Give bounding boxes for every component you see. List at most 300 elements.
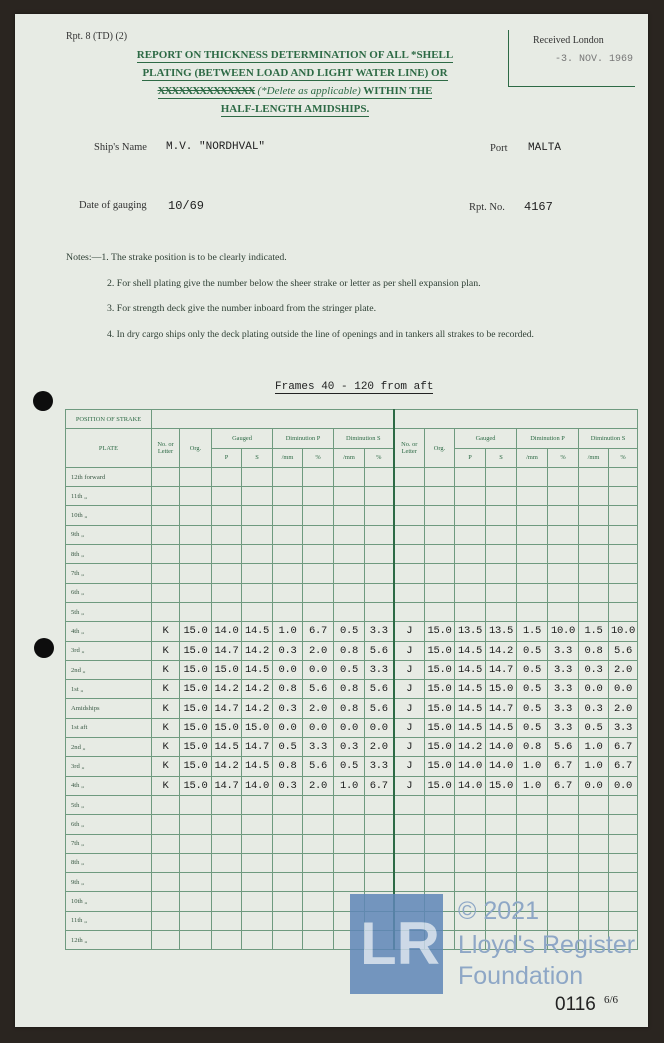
table-cell: 6.7 bbox=[303, 622, 334, 641]
table-cell bbox=[517, 815, 548, 834]
table-cell bbox=[273, 795, 303, 814]
table-cell: 15.0 bbox=[425, 699, 455, 718]
table-cell bbox=[180, 931, 212, 950]
table-cell bbox=[365, 525, 394, 544]
table-cell bbox=[548, 873, 579, 892]
table-cell bbox=[242, 583, 273, 602]
plate-label: 5th „ bbox=[66, 602, 152, 621]
table-cell: 14.5 bbox=[455, 699, 486, 718]
table-cell: 3.3 bbox=[548, 699, 579, 718]
plate-label: 9th „ bbox=[66, 525, 152, 544]
table-cell bbox=[212, 545, 242, 564]
table-cell: 15.0 bbox=[180, 680, 212, 699]
table-cell bbox=[365, 583, 394, 602]
table-cell: 0.8 bbox=[334, 699, 365, 718]
table-cell: 0.5 bbox=[334, 757, 365, 776]
table-cell: 3.3 bbox=[548, 660, 579, 679]
table-cell: 14.7 bbox=[212, 699, 242, 718]
table-cell: 10.0 bbox=[609, 622, 638, 641]
table-cell bbox=[334, 815, 365, 834]
table-cell: 1.5 bbox=[579, 622, 609, 641]
table-cell: 15.0 bbox=[180, 641, 212, 660]
table-cell: 15.0 bbox=[212, 718, 242, 737]
table-cell bbox=[152, 506, 180, 525]
s-header: S bbox=[242, 448, 273, 467]
table-cell bbox=[212, 602, 242, 621]
org-header-right: Org. bbox=[425, 429, 455, 468]
table-cell bbox=[152, 815, 180, 834]
table-cell: 14.2 bbox=[486, 641, 517, 660]
table-cell bbox=[273, 564, 303, 583]
table-cell: 0.5 bbox=[517, 641, 548, 660]
table-cell bbox=[517, 834, 548, 853]
table-cell bbox=[425, 815, 455, 834]
table-cell: 6.7 bbox=[609, 757, 638, 776]
table-cell bbox=[455, 487, 486, 506]
table-cell bbox=[365, 795, 394, 814]
table-cell bbox=[609, 545, 638, 564]
table-cell: 14.0 bbox=[455, 757, 486, 776]
plate-label: 7th „ bbox=[66, 564, 152, 583]
table-cell: K bbox=[152, 738, 180, 757]
table-cell: 0.5 bbox=[579, 718, 609, 737]
plate-label: 9th „ bbox=[66, 873, 152, 892]
table-cell bbox=[548, 564, 579, 583]
table-row bbox=[66, 834, 638, 853]
table-cell bbox=[273, 931, 303, 950]
table-cell bbox=[517, 487, 548, 506]
page-fraction: 6/6 bbox=[604, 994, 619, 1006]
table-cell: 0.8 bbox=[334, 680, 365, 699]
table-cell bbox=[579, 545, 609, 564]
table-cell bbox=[455, 602, 486, 621]
table-row bbox=[66, 738, 638, 757]
table-cell bbox=[365, 602, 394, 621]
table-cell bbox=[242, 911, 273, 930]
table-row bbox=[66, 564, 638, 583]
table-cell: 3.3 bbox=[365, 660, 394, 679]
table-cell bbox=[425, 853, 455, 872]
table-cell bbox=[180, 487, 212, 506]
table-cell bbox=[394, 602, 425, 621]
plate-label: 5th „ bbox=[66, 795, 152, 814]
note-1: Notes:—1. The strake position is to be clearly indicated. bbox=[66, 252, 287, 263]
table-cell: 1.0 bbox=[579, 757, 609, 776]
table-cell bbox=[579, 564, 609, 583]
table-cell bbox=[303, 506, 334, 525]
table-cell: K bbox=[152, 660, 180, 679]
table-cell: 15.0 bbox=[425, 757, 455, 776]
table-cell bbox=[394, 467, 425, 486]
table-cell bbox=[394, 525, 425, 544]
table-row bbox=[66, 660, 638, 679]
mm-header: /mm bbox=[517, 448, 548, 467]
table-cell bbox=[425, 583, 455, 602]
table-cell: 0.5 bbox=[334, 660, 365, 679]
table-cell: 14.2 bbox=[242, 641, 273, 660]
table-cell bbox=[365, 506, 394, 525]
table-cell: 15.0 bbox=[425, 738, 455, 757]
table-row bbox=[66, 506, 638, 525]
table-row bbox=[66, 680, 638, 699]
pct-header: % bbox=[303, 448, 334, 467]
table-cell bbox=[425, 834, 455, 853]
archive-ref: 0116 bbox=[555, 994, 596, 1015]
table-cell: K bbox=[152, 757, 180, 776]
s-header: S bbox=[486, 448, 517, 467]
table-cell: 0.0 bbox=[273, 660, 303, 679]
table-cell bbox=[303, 545, 334, 564]
table-row bbox=[66, 757, 638, 776]
report-number-label: Rpt. No. bbox=[469, 202, 505, 213]
table-cell: 0.0 bbox=[303, 660, 334, 679]
table-cell bbox=[303, 834, 334, 853]
table-cell: 15.0 bbox=[425, 680, 455, 699]
table-cell: 0.0 bbox=[303, 718, 334, 737]
table-cell bbox=[609, 583, 638, 602]
table-cell bbox=[180, 525, 212, 544]
pct-header: % bbox=[548, 448, 579, 467]
table-cell bbox=[548, 815, 579, 834]
table-cell bbox=[152, 487, 180, 506]
table-cell bbox=[548, 583, 579, 602]
table-cell bbox=[180, 853, 212, 872]
table-cell: 0.0 bbox=[609, 680, 638, 699]
org-header-left: Org. bbox=[180, 429, 212, 468]
table-row bbox=[66, 873, 638, 892]
plate-label: 8th „ bbox=[66, 545, 152, 564]
table-cell bbox=[212, 583, 242, 602]
port-value: MALTA bbox=[528, 142, 562, 154]
table-cell bbox=[152, 873, 180, 892]
note-3: 3. For strength deck give the number inboard from the stringer plate. bbox=[107, 303, 377, 314]
plate-label: 4th „ bbox=[66, 622, 152, 641]
table-cell: 3.3 bbox=[365, 622, 394, 641]
gauged-header-left: Gauged bbox=[212, 429, 273, 448]
table-cell: J bbox=[394, 660, 425, 679]
position-of-strake-header: POSITION OF STRAKE bbox=[66, 410, 152, 429]
received-stamp: -3. NOV. 1969 bbox=[555, 54, 634, 65]
table-cell: 3.3 bbox=[548, 718, 579, 737]
report-number-value: 4167 bbox=[524, 200, 553, 214]
table-cell bbox=[609, 873, 638, 892]
table-cell: 5.6 bbox=[365, 699, 394, 718]
table-cell: 0.5 bbox=[334, 622, 365, 641]
table-cell bbox=[455, 795, 486, 814]
table-cell: 0.0 bbox=[365, 718, 394, 737]
table-cell bbox=[425, 602, 455, 621]
table-cell bbox=[425, 564, 455, 583]
table-row bbox=[66, 583, 638, 602]
table-cell bbox=[303, 892, 334, 911]
pct-header: % bbox=[609, 448, 638, 467]
table-cell bbox=[212, 911, 242, 930]
table-cell: 15.0 bbox=[180, 622, 212, 641]
table-cell: J bbox=[394, 641, 425, 660]
table-cell: 1.0 bbox=[579, 738, 609, 757]
table-cell bbox=[455, 853, 486, 872]
table-cell bbox=[152, 892, 180, 911]
table-cell bbox=[517, 545, 548, 564]
table-cell: 1.0 bbox=[517, 757, 548, 776]
table-cell bbox=[334, 834, 365, 853]
table-cell bbox=[548, 545, 579, 564]
table-cell: 0.0 bbox=[273, 718, 303, 737]
document-page bbox=[15, 14, 648, 1027]
table-cell bbox=[486, 873, 517, 892]
plate-label: 11th „ bbox=[66, 911, 152, 930]
table-cell: 0.3 bbox=[579, 660, 609, 679]
title-delete-note: (*Delete as applicable) bbox=[257, 85, 361, 97]
dim-s-header-right: Diminution S bbox=[579, 429, 638, 448]
table-cell: 14.0 bbox=[486, 757, 517, 776]
table-cell bbox=[609, 815, 638, 834]
table-body bbox=[66, 467, 638, 949]
table-cell bbox=[242, 602, 273, 621]
table-cell bbox=[303, 873, 334, 892]
table-cell: 13.5 bbox=[455, 622, 486, 641]
table-cell: 14.5 bbox=[242, 622, 273, 641]
table-cell: 14.7 bbox=[242, 738, 273, 757]
table-cell bbox=[242, 795, 273, 814]
table-cell bbox=[579, 487, 609, 506]
table-cell bbox=[273, 892, 303, 911]
table-cell bbox=[242, 545, 273, 564]
plate-label: 1st „ bbox=[66, 680, 152, 699]
table-cell: 14.5 bbox=[242, 757, 273, 776]
table-cell bbox=[455, 873, 486, 892]
table-cell bbox=[180, 892, 212, 911]
table-cell bbox=[394, 564, 425, 583]
table-cell bbox=[242, 815, 273, 834]
table-cell: 5.6 bbox=[609, 641, 638, 660]
table-cell bbox=[517, 467, 548, 486]
mm-header: /mm bbox=[579, 448, 609, 467]
table-cell bbox=[609, 564, 638, 583]
table-cell bbox=[486, 525, 517, 544]
table-cell bbox=[152, 834, 180, 853]
table-cell bbox=[365, 834, 394, 853]
table-cell bbox=[242, 525, 273, 544]
table-cell: 0.8 bbox=[517, 738, 548, 757]
watermark-line-1: Lloyd's Register bbox=[458, 931, 636, 959]
table-cell bbox=[212, 892, 242, 911]
lr-logo-text: LR bbox=[360, 910, 440, 977]
table-cell bbox=[212, 525, 242, 544]
table-cell bbox=[394, 506, 425, 525]
table-cell: 15.0 bbox=[425, 622, 455, 641]
ship-name-label: Ship's Name bbox=[94, 142, 147, 153]
table-cell: 5.6 bbox=[548, 738, 579, 757]
p-header: P bbox=[455, 448, 486, 467]
plate-label: 11th „ bbox=[66, 487, 152, 506]
table-cell: 14.2 bbox=[455, 738, 486, 757]
table-row bbox=[66, 718, 638, 737]
table-cell: 0.3 bbox=[273, 776, 303, 795]
table-cell: 0.3 bbox=[273, 641, 303, 660]
table-cell bbox=[609, 853, 638, 872]
table-cell: 14.5 bbox=[455, 718, 486, 737]
table-cell bbox=[517, 602, 548, 621]
table-cell: 1.5 bbox=[517, 622, 548, 641]
table-cell bbox=[486, 545, 517, 564]
table-cell: 1.0 bbox=[517, 776, 548, 795]
table-cell bbox=[486, 834, 517, 853]
table-cell bbox=[425, 487, 455, 506]
table-cell: K bbox=[152, 622, 180, 641]
table-cell: 0.3 bbox=[334, 738, 365, 757]
table-cell bbox=[212, 931, 242, 950]
table-cell bbox=[394, 583, 425, 602]
table-cell: 15.0 bbox=[486, 776, 517, 795]
table-cell bbox=[548, 467, 579, 486]
table-cell: 14.2 bbox=[212, 680, 242, 699]
table-cell bbox=[334, 583, 365, 602]
table-cell bbox=[273, 853, 303, 872]
table-cell: K bbox=[152, 641, 180, 660]
plate-label: 12th „ bbox=[66, 931, 152, 950]
table-cell: J bbox=[394, 680, 425, 699]
table-cell bbox=[242, 931, 273, 950]
table-cell bbox=[365, 815, 394, 834]
table-cell bbox=[365, 467, 394, 486]
table-cell bbox=[455, 506, 486, 525]
title-line-3-end: WITHIN THE bbox=[363, 85, 433, 97]
table-cell: 0.8 bbox=[273, 680, 303, 699]
table-cell: 0.8 bbox=[334, 641, 365, 660]
plate-label: 6th „ bbox=[66, 815, 152, 834]
table-row bbox=[66, 525, 638, 544]
table-cell bbox=[242, 467, 273, 486]
table-cell: 5.6 bbox=[303, 680, 334, 699]
table-cell bbox=[152, 545, 180, 564]
table-cell bbox=[303, 815, 334, 834]
table-cell bbox=[273, 602, 303, 621]
report-title bbox=[115, 46, 475, 118]
table-row bbox=[66, 545, 638, 564]
plate-label: 3rd „ bbox=[66, 641, 152, 660]
table-cell: 0.5 bbox=[517, 660, 548, 679]
table-cell bbox=[152, 853, 180, 872]
table-cell: 15.0 bbox=[180, 776, 212, 795]
table-cell bbox=[486, 602, 517, 621]
table-cell: 0.3 bbox=[273, 699, 303, 718]
table-row bbox=[66, 815, 638, 834]
table-cell bbox=[212, 853, 242, 872]
dim-p-header-left: Diminution P bbox=[273, 429, 334, 448]
table-cell bbox=[273, 506, 303, 525]
table-cell bbox=[579, 834, 609, 853]
table-cell bbox=[517, 583, 548, 602]
table-cell bbox=[394, 853, 425, 872]
plate-label: 2nd „ bbox=[66, 660, 152, 679]
plate-label: 12th forward bbox=[66, 467, 152, 486]
table-row bbox=[66, 853, 638, 872]
table-row bbox=[66, 776, 638, 795]
table-cell bbox=[180, 602, 212, 621]
table-cell bbox=[609, 506, 638, 525]
table-cell bbox=[180, 795, 212, 814]
table-cell: 0.3 bbox=[579, 699, 609, 718]
table-cell bbox=[455, 564, 486, 583]
table-cell: 14.7 bbox=[486, 699, 517, 718]
table-cell bbox=[394, 873, 425, 892]
table-cell: 2.0 bbox=[365, 738, 394, 757]
table-cell: 0.8 bbox=[273, 757, 303, 776]
table-cell bbox=[152, 467, 180, 486]
table-cell bbox=[273, 545, 303, 564]
table-cell bbox=[212, 795, 242, 814]
plate-label: 4th „ bbox=[66, 776, 152, 795]
plate-label: 8th „ bbox=[66, 853, 152, 872]
table-cell: 14.0 bbox=[486, 738, 517, 757]
table-cell bbox=[212, 873, 242, 892]
table-cell bbox=[548, 525, 579, 544]
table-cell: 14.5 bbox=[242, 660, 273, 679]
table-cell bbox=[517, 564, 548, 583]
table-cell: J bbox=[394, 718, 425, 737]
table-cell: 0.5 bbox=[517, 718, 548, 737]
table-cell: 2.0 bbox=[609, 660, 638, 679]
table-cell bbox=[242, 873, 273, 892]
table-cell bbox=[152, 564, 180, 583]
table-cell bbox=[152, 583, 180, 602]
title-line-2: PLATING (BETWEEN LOAD AND LIGHT WATER LINE) OR bbox=[142, 67, 448, 79]
table-cell bbox=[334, 602, 365, 621]
table-cell bbox=[273, 525, 303, 544]
watermark-copyright: © 2021 bbox=[458, 897, 539, 925]
table-cell bbox=[303, 795, 334, 814]
table-cell: 15.0 bbox=[180, 699, 212, 718]
table-cell bbox=[180, 911, 212, 930]
table-cell: 6.7 bbox=[548, 776, 579, 795]
table-cell bbox=[486, 487, 517, 506]
note-2: 2. For shell plating give the number below the sheer strake or letter as per shell expansion plan. bbox=[107, 278, 481, 289]
port-label: Port bbox=[490, 143, 508, 154]
table-cell bbox=[242, 506, 273, 525]
table-cell bbox=[425, 873, 455, 892]
table-cell: 15.0 bbox=[212, 660, 242, 679]
table-cell: 6.7 bbox=[609, 738, 638, 757]
punch-hole-bottom bbox=[34, 638, 54, 658]
table-cell bbox=[180, 545, 212, 564]
plate-label: Amidships bbox=[66, 699, 152, 718]
table-cell bbox=[273, 815, 303, 834]
table-cell bbox=[242, 564, 273, 583]
table-cell: 0.5 bbox=[517, 680, 548, 699]
table-cell: 0.0 bbox=[579, 680, 609, 699]
p-header: P bbox=[212, 448, 242, 467]
table-cell: K bbox=[152, 699, 180, 718]
table-cell bbox=[425, 795, 455, 814]
table-cell: 3.3 bbox=[303, 738, 334, 757]
table-cell bbox=[212, 564, 242, 583]
table-row bbox=[66, 487, 638, 506]
table-cell bbox=[242, 853, 273, 872]
table-cell bbox=[365, 873, 394, 892]
table-cell: 14.5 bbox=[212, 738, 242, 757]
table-cell bbox=[579, 853, 609, 872]
table-cell bbox=[365, 487, 394, 506]
punch-hole-top bbox=[33, 391, 53, 411]
table-cell bbox=[394, 815, 425, 834]
table-cell bbox=[212, 815, 242, 834]
table-cell: 15.0 bbox=[180, 738, 212, 757]
table-cell bbox=[303, 931, 334, 950]
table-cell bbox=[242, 892, 273, 911]
table-cell: 14.0 bbox=[242, 776, 273, 795]
table-cell bbox=[303, 525, 334, 544]
